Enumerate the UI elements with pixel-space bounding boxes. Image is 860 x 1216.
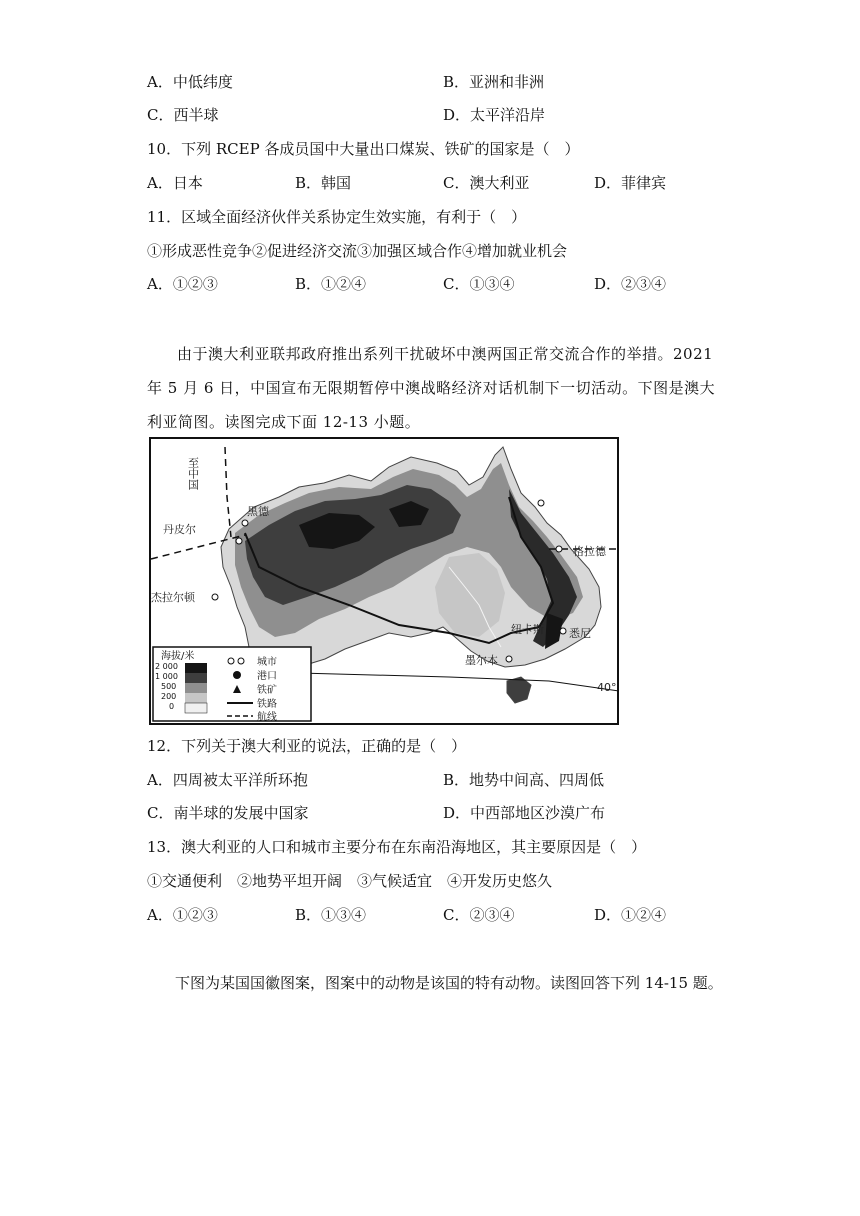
q10-option-d: D．菲律宾	[594, 174, 667, 192]
q13-option-c: C．②③④	[443, 906, 515, 924]
label-geraldton: 杰拉尔顿	[151, 591, 195, 604]
q13-option-b: B．①③④	[295, 906, 367, 924]
legend-level-2: 500	[161, 682, 177, 691]
label-latitude: 40°	[597, 681, 617, 694]
legend-level-0: 2 000	[155, 662, 178, 671]
q10-option-b: B．韩国	[295, 174, 352, 192]
q13-items: ①交通便利 ②地势平坦开阔 ③气候适宜 ④开发历史悠久	[147, 872, 553, 890]
q10-option-c: C．澳大利亚	[443, 174, 530, 192]
legend-port: 港口	[257, 671, 277, 682]
label-darwin: 黑德	[247, 505, 269, 518]
q12-option-c: C．南半球的发展中国家	[147, 804, 309, 822]
q12-stem: 12．下列关于澳大利亚的说法，正确的是（ ）	[147, 737, 467, 755]
map-legend	[153, 647, 311, 723]
legend-rail: 铁路	[257, 699, 277, 710]
q11-option-a: A．①②③	[147, 275, 218, 293]
q11-option-b: B．①②④	[295, 275, 367, 293]
q9-option-a: A．中低纬度	[147, 73, 233, 91]
label-to-china: 至中国	[186, 457, 200, 490]
q13-stem: 13．澳大利亚的人口和城市主要分布在东南沿海地区，其主要原因是（ ）	[147, 838, 647, 856]
q9-option-c: C．西半球	[147, 106, 219, 124]
label-gladstone: 格拉德	[573, 545, 606, 558]
q11-stem: 11．区域全面经济伙伴关系协定生效实施，有利于（ ）	[147, 208, 527, 226]
q9-option-d: D．太平洋沿岸	[443, 106, 546, 124]
australia-map-svg	[149, 437, 619, 725]
label-sydney: 悉尼	[569, 627, 591, 640]
q12-option-b: B．地势中间高、四周低	[443, 771, 605, 789]
q13-option-d: D．①②④	[594, 906, 667, 924]
legend-iron: 铁矿	[257, 685, 277, 696]
q11-option-c: C．①③④	[443, 275, 515, 293]
legend-level-4: 0	[169, 702, 175, 711]
q11-option-d: D．②③④	[594, 275, 667, 293]
legend-route: 航线	[257, 712, 277, 723]
q9-option-b: B．亚洲和非洲	[443, 73, 545, 91]
passage-emblem: 下图为某国国徽图案，图案中的动物是该国的特有动物。读图回答下列 14-15 题。	[175, 974, 723, 992]
q12-option-a: A．四周被太平洋所环抱	[147, 771, 308, 789]
q12-option-d: D．中西部地区沙漠广布	[443, 804, 606, 822]
legend-city: 城市	[257, 657, 277, 668]
label-dampier: 丹皮尔	[163, 523, 196, 536]
q11-items: ①形成恶性竞争②促进经济交流③加强区域合作④增加就业机会	[147, 242, 568, 260]
label-melbourne: 墨尔本	[465, 654, 498, 667]
q10-stem: 10．下列 RCEP 各成员国中大量出口煤炭、铁矿的国家是（ ）	[147, 140, 580, 158]
australia-map	[149, 437, 619, 725]
q13-option-a: A．①②③	[147, 906, 218, 924]
label-newcastle: 纽卡斯	[511, 623, 544, 636]
legend-title: 海拔/米	[161, 651, 195, 662]
passage-australia: 由于澳大利亚联邦政府推出系列干扰破坏中澳两国正常交流合作的举措。2021 年 5 月 6 日，中国宣布无限期暂停中澳战略经济对话机制下一切活动。下图是澳大利亚简图。读图完成下面 12-13 小题。	[147, 345, 716, 431]
legend-level-1: 1 000	[155, 672, 178, 681]
legend-level-3: 200	[161, 692, 177, 701]
q10-option-a: A．日本	[147, 174, 203, 192]
